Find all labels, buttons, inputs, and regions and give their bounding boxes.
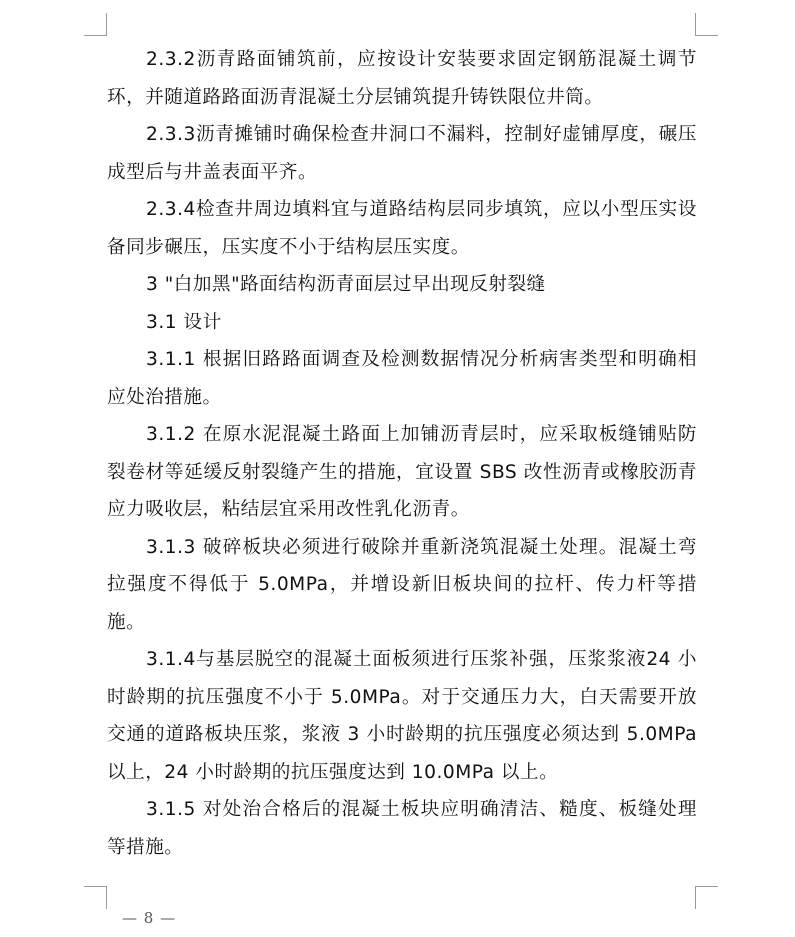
page-number: — 8 — bbox=[122, 909, 177, 927]
corner-mark-bottom-left bbox=[84, 886, 107, 909]
paragraph-3-1-4: 3.1.4与基层脱空的混凝土面板须进行压浆补强，压浆浆液24 小时龄期的抗压强度不小于 5.0MPa。对于交通压力大，白天需要开放交通的道路板块压浆，浆液 3 小时龄期的抗压强度必须达到 5.0MPa 以上，24 小时龄期的抗压强度达到 10.0MPa 以上。 bbox=[107, 649, 697, 783]
paragraph-3-1-1: 3.1.1 根据旧路路面调查及检测数据情况分析病害类型和明确相应处治措施。 bbox=[107, 349, 697, 408]
document-body bbox=[107, 41, 697, 866]
paragraph-3-1-3: 3.1.3 破碎板块必须进行破除并重新浇筑混凝土处理。混凝土弯拉强度不得低于 5.0MPa，并增设新旧板块间的拉杆、传力杆等措施。 bbox=[107, 536, 697, 633]
corner-mark-top-right bbox=[695, 13, 718, 36]
paragraph-3-1-2: 3.1.2 在原水泥混凝土路面上加铺沥青层时，应采取板缝铺贴防裂卷材等延缓反射裂缝产生的措施，宜设置 SBS 改性沥青或橡胶沥青应力吸收层，粘结层宜采用改性乳化沥青。 bbox=[107, 424, 697, 520]
section-heading-3: 3 "白加黑"路面结构沥青面层过早出现反射裂缝 bbox=[146, 274, 546, 295]
corner-mark-bottom-right bbox=[695, 886, 718, 909]
subsection-heading-3-1: 3.1 设计 bbox=[146, 311, 222, 333]
paragraph-2-3-2: 2.3.2沥青路面铺筑前，应按设计安装要求固定钢筋混凝土调节环，并随道路路面沥青混凝土分层铺筑提升铸铁限位井筒。 bbox=[107, 49, 697, 108]
paragraph-2-3-4: 2.3.4检查井周边填料宜与道路结构层同步填筑，应以小型压实设备同步碾压，压实度不小于结构层压实度。 bbox=[107, 199, 697, 258]
corner-mark-top-left bbox=[84, 13, 107, 36]
paragraph-3-1-5: 3.1.5 对处治合格后的混凝土板块应明确清洁、糙度、板缝处理等措施。 bbox=[107, 799, 697, 858]
paragraph-2-3-3: 2.3.3沥青摊铺时确保检查井洞口不漏料，控制好虚铺厚度，碾压成型后与井盖表面平齐。 bbox=[107, 124, 697, 183]
